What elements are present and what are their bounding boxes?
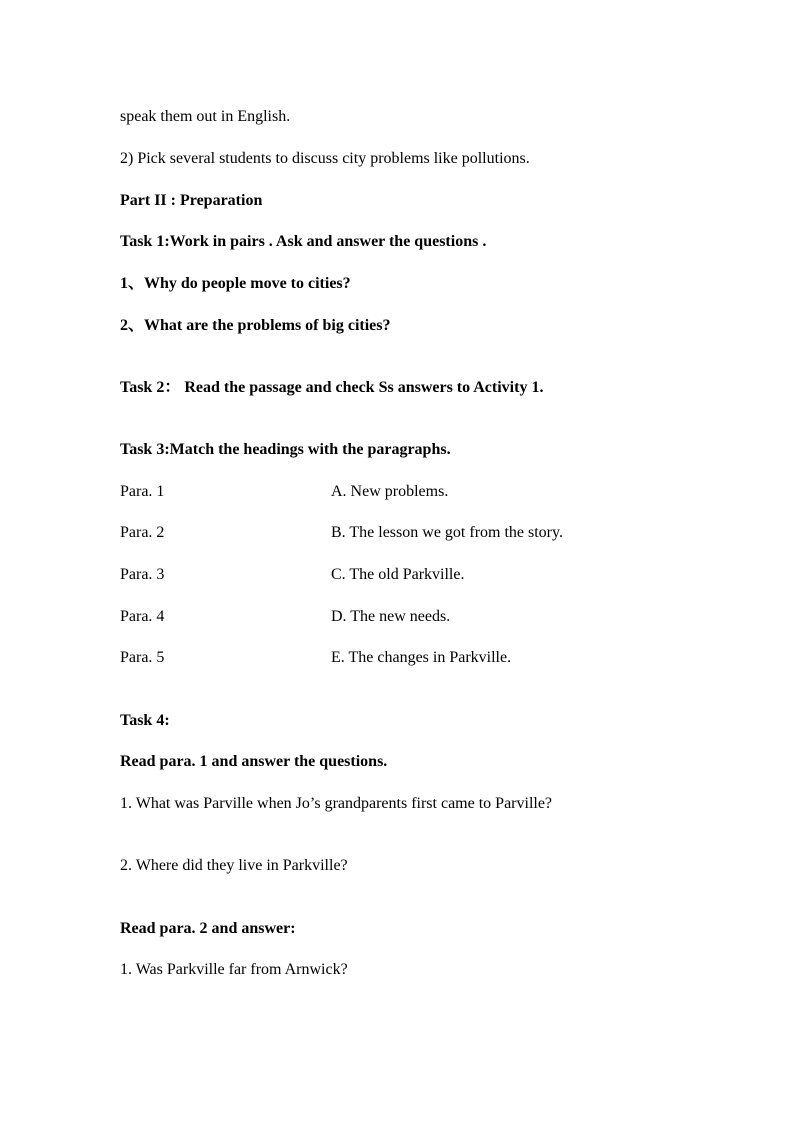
task-1-question-1: 1、Why do people move to cities?: [120, 275, 351, 292]
heading-option: D. The new needs.: [331, 608, 451, 625]
para-label: Para. 4: [120, 608, 165, 625]
task-4-para-1-question-2: 2. Where did they live in Parkville?: [120, 857, 348, 874]
task-1-title: Task 1:Work in pairs . Ask and answer the questions .: [120, 233, 487, 250]
para-label: Para. 5: [120, 649, 165, 666]
part-2-title: Part II : Preparation: [120, 192, 263, 209]
intro-line-2: 2) Pick several students to discuss city problems like pollutions.: [120, 150, 530, 167]
task-3-title: Task 3:Match the headings with the paragraphs.: [120, 441, 451, 458]
heading-option: C. The old Parkville.: [331, 566, 465, 583]
heading-option: B. The lesson we got from the story.: [331, 524, 563, 541]
heading-option: E. The changes in Parkville.: [331, 649, 512, 666]
task-4-para-2-title: Read para. 2 and answer:: [120, 920, 296, 937]
task-4-title: Task 4:: [120, 712, 170, 729]
task-4-para-2-question-1: 1. Was Parkville far from Arnwick?: [120, 961, 348, 978]
task-1-question-2: 2、What are the problems of big cities?: [120, 317, 391, 334]
task-4-para-1-question-1: 1. What was Parville when Jo’s grandparents first came to Parville?: [120, 795, 553, 812]
heading-option: A. New problems.: [331, 483, 449, 500]
para-label: Para. 3: [120, 566, 165, 583]
task-4-para-1-title: Read para. 1 and answer the questions.: [120, 753, 388, 770]
para-label: Para. 1: [120, 483, 165, 500]
intro-line-1: speak them out in English.: [120, 108, 291, 125]
para-label: Para. 2: [120, 524, 165, 541]
task-2-title: Task 2： Read the passage and check Ss answers to Activity 1.: [120, 379, 544, 396]
